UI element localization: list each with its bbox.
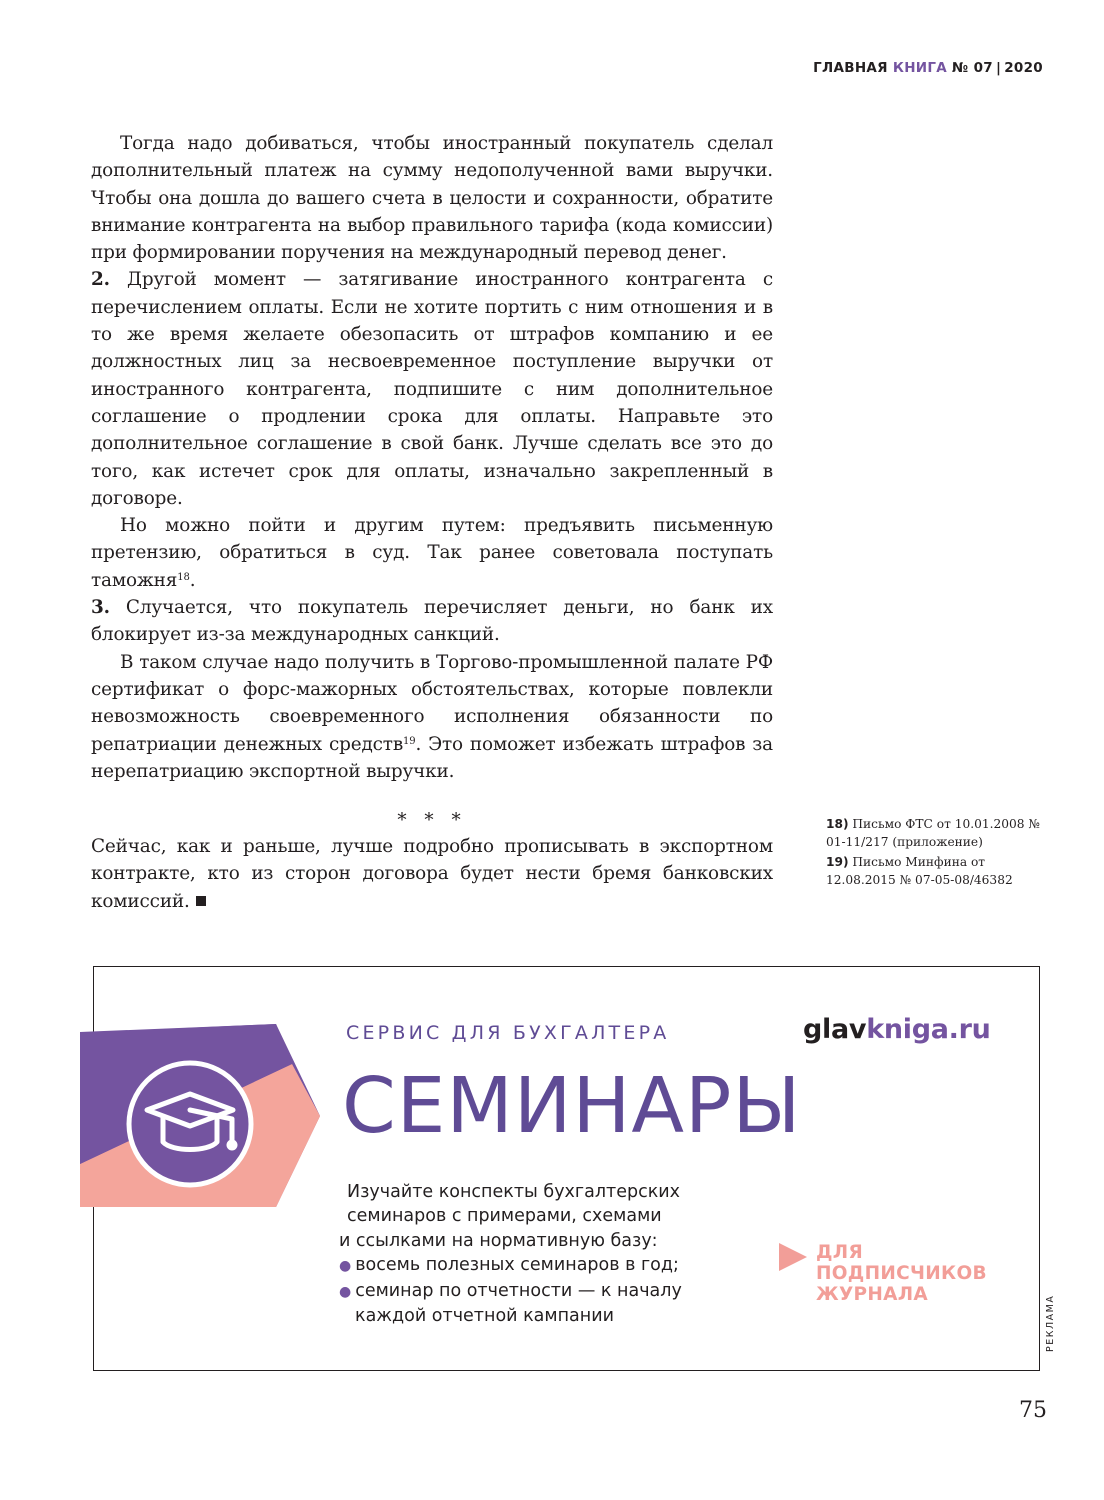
- page-number: 75: [1019, 1398, 1047, 1423]
- issue-number: № 07: [952, 60, 993, 76]
- issue-year: 2020: [1004, 60, 1043, 76]
- bullet-icon: ●: [339, 1258, 352, 1275]
- seminar-logo-graphic: [80, 1024, 320, 1207]
- brand-main: ГЛАВНАЯ: [813, 60, 888, 76]
- bullet-icon: ●: [339, 1283, 352, 1300]
- brand-accent: КНИГА: [892, 60, 948, 76]
- paragraph: Но можно пойти и другим путем: предъявить письменную претензию, обратиться в суд. Так ранее советовала поступать таможня$^{18}$.: [91, 515, 773, 591]
- item-number: 2.: [91, 269, 110, 291]
- paragraph-text: Но можно пойти и другим путем: предъявить письменную претензию, обратиться в суд. Так ранее советовала поступать таможня: [91, 515, 773, 591]
- footnote-ref[interactable]: 18: [177, 571, 190, 583]
- ad-title: СЕМИНАРЫ: [342, 1062, 802, 1151]
- ad-body-line: и ссылками на нормативную базу:: [339, 1230, 658, 1251]
- footnote-ref[interactable]: 19: [403, 735, 416, 747]
- section-divider: * * *: [397, 810, 467, 832]
- paragraph: В таком случае надо получить в Торгово-промышленной палате РФ сертификат о форс-мажорных обстоятельствах, которые повлекли невозможность своевременного исполнения обязанности по репатриации денежных средств$^{19}$. Это поможет избежать штрафов за нерепатриацию экспортной выручки.: [91, 651, 773, 782]
- ad-description: [339, 1180, 739, 1328]
- paragraph-text: В таком случае надо получить в Торгово-промышленной палате РФ сертификат о форс-мажорных обстоятельствах, которые повлекли невозможность своевременного исполнения обязанности по репатриации денежных средств: [91, 651, 773, 755]
- ad-website-link[interactable]: glavkniga.ru: [803, 1014, 991, 1045]
- ad-body-line: семинаров с примерами, схемами: [347, 1206, 662, 1227]
- footnotes: [826, 815, 1056, 891]
- paragraph: [91, 594, 773, 649]
- paragraph-text: Случается, что покупатель перечисляет деньги, но банк их блокирует из-за международных санкций.: [91, 597, 773, 646]
- footnote: 18) Письмо ФТС от 10.01.2008 № 01-11/217 (приложение): [826, 817, 1040, 849]
- closing-paragraph: [91, 833, 773, 915]
- ad-body-line: Изучайте конспекты бухгалтерских: [347, 1182, 681, 1202]
- running-header: ГЛАВНАЯ КНИГА № 07 | 2020: [813, 60, 1043, 76]
- play-arrow-icon: [779, 1243, 807, 1271]
- paragraph: Тогда надо добиваться, чтобы иностранный покупатель сделал дополнительный платеж на сумму недополученной вами выручки. Чтобы она дошла до вашего счета в целости и сохранности, обратите внимание контрагента на выбор правильного тарифа (кода комиссии) при формировании поручения на международный перевод денег.: [91, 133, 773, 264]
- paragraph-text: Другой момент — затягивание иностранного контрагента с перечислением оплаты. Если не хотите портить с ним отношения и в то же время желаете обезопасить от штрафов компанию и ее должностных лиц за несвоевременное поступление выручки от иностранного контрагента, подпишите с ним дополнительное соглашение о продлении срока для оплаты. Направьте это дополнительное соглашение в свой банк. Лучше сделать все это до того, как истечет срок для оплаты, изначально закрепленный в договоре.: [91, 269, 773, 509]
- article-body: [91, 130, 773, 915]
- ad-bullet: ● семинар по отчетности — к началу: [339, 1280, 682, 1301]
- end-mark-icon: [196, 896, 206, 906]
- ad-kicker: СЕРВИС ДЛЯ БУХГАЛТЕРА: [346, 1022, 670, 1044]
- ad-bullet: ● восемь полезных семинаров в год;: [339, 1255, 679, 1276]
- subscriber-text: ДЛЯ ПОДПИСЧИКОВ ЖУРНАЛА: [816, 1242, 987, 1305]
- paragraph: [91, 266, 773, 512]
- advert-label: РЕКЛАМА: [1045, 1294, 1056, 1352]
- paragraph-text: Сейчас, как и раньше, лучше подробно прописывать в экспортном контракте, кто из сторон договора будет нести бремя банковских комиссий.: [91, 836, 773, 912]
- footnote: 19) Письмо Минфина от 12.08.2015 № 07-05-08/46382: [826, 855, 1013, 887]
- ad-bullet-continuation: каждой отчетной кампании: [355, 1306, 614, 1327]
- item-number: 3.: [91, 597, 110, 619]
